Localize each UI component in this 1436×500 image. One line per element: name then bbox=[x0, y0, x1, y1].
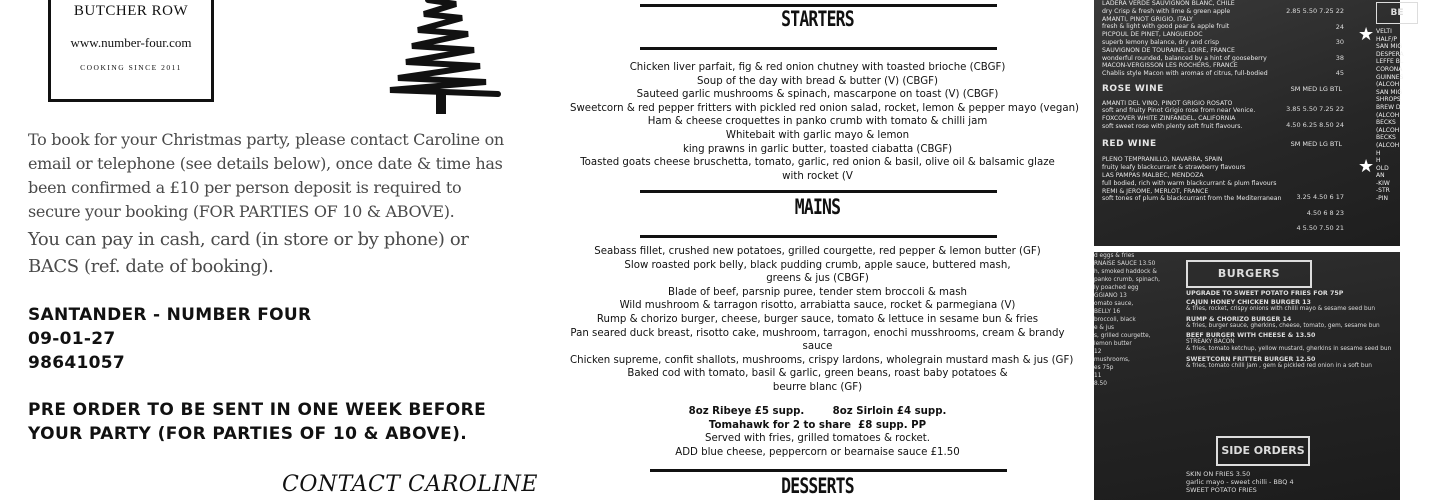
cropped-line: mushrooms, bbox=[1094, 357, 1130, 363]
starter-item: Sweetcorn & red pepper fritters with pickled red onion salad, rocket, lemon & pepper mayo (vegan) bbox=[570, 102, 1079, 114]
main-item: beurre blanc (GF) bbox=[772, 381, 863, 393]
wine-line: wonderful rounded, balanced by a hint of gooseberry bbox=[1102, 54, 1267, 62]
main-item: Rump & chorizo burger, cheese, burger sauce, tomato & lettuce in sesame bun & fries bbox=[596, 313, 1039, 325]
star-icon: ★ bbox=[1358, 24, 1375, 45]
burger-description: & fries, rocket, crispy onions with chilli mayo & sesame seed bun bbox=[1186, 306, 1375, 313]
wine-line: SAUVIGNON DE TOURAINE, LOIRE, FRANCE bbox=[1102, 46, 1235, 54]
side-orders-list bbox=[1186, 470, 1396, 494]
beer-line: CORONA bbox=[1376, 65, 1403, 73]
side-item: SWEET POTATO FRIES bbox=[1186, 486, 1257, 494]
main-item: Wild mushroom & tarragon risotto, arrabiatta sauce, rocket & parmegiana (V) bbox=[619, 300, 1016, 312]
rose-col-headers: SM MED LG BTL bbox=[1290, 84, 1342, 93]
steak-options bbox=[570, 405, 1065, 459]
red-line: REMI & JEROME, MERLOT, FRANCE bbox=[1102, 187, 1209, 195]
rule-desserts bbox=[650, 469, 1007, 472]
starter-item: Toasted goats cheese bruschetta, tomato, garlic, red onion & basil, olive oil & balsamic glaze bbox=[580, 157, 1055, 169]
starter-item: Chicken liver parfait, fig & red onion chutney with toasted brioche (CBGF) bbox=[629, 62, 1006, 73]
contact-heading: CONTACT CAROLINE bbox=[282, 472, 538, 497]
wine-line: AMANTI, PINOT GRIGIO, ITALY bbox=[1102, 15, 1193, 23]
wine-price: 24 bbox=[1335, 22, 1344, 31]
rose-price: 4.50 6.25 8.50 24 bbox=[1286, 120, 1344, 129]
cropped-line: h, smoked haddock & bbox=[1094, 269, 1157, 275]
cropped-line: BELLY 16 bbox=[1094, 309, 1121, 315]
rose-line: soft sweet rose with plenty soft fruit flavours. bbox=[1102, 122, 1243, 130]
starters-heading: STARTERS bbox=[781, 7, 854, 31]
bank-sort-code: 09-01-27 bbox=[28, 329, 116, 349]
served-with-line: Served with fries, grilled tomatoes & rocket. bbox=[704, 433, 930, 445]
red-price: 4.50 6 8 23 bbox=[1306, 208, 1344, 217]
beer-line: -KIW bbox=[1376, 179, 1390, 187]
red-price: 3.25 4.50 6 17 bbox=[1296, 193, 1344, 201]
burger-description: & fries, tomato ketchup, yellow mustard, gherkins in sesame seed bun bbox=[1186, 346, 1392, 353]
beer-line: VELTI bbox=[1376, 28, 1392, 35]
red-wine-prices bbox=[1274, 190, 1344, 237]
beer-line: -STR bbox=[1376, 187, 1390, 195]
burger-items bbox=[1186, 299, 1406, 370]
red-price: 4 5.50 7.50 21 bbox=[1296, 224, 1344, 233]
beer-line: HALF/P bbox=[1376, 35, 1398, 43]
starters-list bbox=[570, 61, 1079, 183]
cropped-line: e & jus bbox=[1094, 325, 1115, 331]
main-item: sauce bbox=[802, 341, 833, 353]
beer-line: (ALCOH bbox=[1376, 126, 1400, 134]
wine-price: 2.85 5.50 7.25 22 bbox=[1286, 7, 1344, 15]
beer-line: BECKS bbox=[1376, 119, 1396, 127]
cropped-line: lemon butter bbox=[1094, 341, 1132, 347]
rose-wine-prices bbox=[1274, 102, 1344, 133]
wine-line: Chablis style Macon with aromas of citrus, full-bodied bbox=[1102, 70, 1268, 78]
rule-starters bbox=[640, 47, 997, 50]
red-line: LAS PAMPAS MALBEC, MENDOZA bbox=[1102, 171, 1204, 179]
beer-line: H bbox=[1376, 149, 1381, 157]
burger-name: CAJUN HONEY CHICKEN BURGER 13 bbox=[1186, 299, 1311, 307]
rule-mains bbox=[640, 235, 997, 238]
burger-name: RUMP & CHORIZO BURGER 14 bbox=[1186, 315, 1292, 323]
cropped-line: d eggs & fries bbox=[1094, 253, 1135, 259]
main-item: Seabass fillet, crushed new potatoes, grilled courgette, red pepper & lemon butter (GF) bbox=[594, 246, 1041, 257]
burger-description: STREAKY BACON bbox=[1186, 339, 1235, 346]
starter-item: Sauteed garlic mushrooms & spinach, mascarpone on toast (V) (CBGF) bbox=[636, 89, 999, 101]
rose-wine-heading: ROSE WINE bbox=[1102, 83, 1164, 94]
cropped-line: 12 bbox=[1094, 349, 1102, 355]
starter-item: king prawns in garlic butter, toasted ciabatta (CBGF) bbox=[682, 143, 953, 155]
mains-heading: MAINS bbox=[794, 195, 841, 219]
wine-menu-photo bbox=[1094, 0, 1404, 246]
red-line: full bodied, rich with warm blackcurrant & plum flavours bbox=[1102, 179, 1277, 187]
main-item: greens & jus (CBGF) bbox=[766, 273, 869, 285]
preorder-notice: PRE ORDER TO BE SENT IN ONE WEEK BEFORE YOUR PARTY (FOR PARTIES OF 10 & ABOVE). bbox=[28, 400, 487, 444]
beer-line: SAN MIG bbox=[1376, 88, 1403, 96]
cropped-line: es 75p bbox=[1094, 365, 1114, 371]
wine-line: dry Crisp & fresh with lime & green apple bbox=[1102, 7, 1231, 15]
white-wine-prices bbox=[1284, 4, 1344, 82]
christmas-tree-icon bbox=[372, 0, 512, 116]
rose-line: AMANTI DEL VINO, PINOT GRIGIO ROSATO bbox=[1102, 99, 1233, 107]
wine-price: 38 bbox=[1335, 53, 1344, 62]
red-line: PLENO TEMPRANILLO, NAVARRA, SPAIN bbox=[1102, 156, 1223, 164]
red-col-headers: SM MED LG BTL bbox=[1290, 139, 1342, 148]
main-item: Pan seared duck breast, risotto cake, mushroom, tarragon, enochi musshrooms, cream & brandy bbox=[570, 327, 1065, 339]
cropped-line: GGIANO 13 bbox=[1094, 293, 1127, 299]
tomahawk-line: Tomahawk for 2 to share £8 supp. PP bbox=[708, 419, 927, 431]
upgrade-notice: UPGRADE TO SWEET POTATO FRIES FOR 75P bbox=[1186, 290, 1344, 297]
starter-item: Ham & cheese croquettes in panko crumb with tomato & chilli jam bbox=[647, 116, 988, 128]
rule-mains-top bbox=[640, 190, 997, 193]
cropped-line: broccoli, black bbox=[1094, 317, 1136, 323]
payment-instructions: You can pay in cash, card (in store or by phone) or BACS (ref. date of booking). bbox=[28, 229, 469, 277]
beer-line: H bbox=[1376, 157, 1381, 165]
beer-line: AN bbox=[1376, 172, 1385, 180]
wine-price: 45 bbox=[1335, 69, 1344, 78]
bank-account: 98641057 bbox=[28, 353, 126, 373]
burger-menu-photo bbox=[1094, 252, 1400, 500]
beer-line: SHROPS bbox=[1376, 96, 1401, 104]
cropped-line: ly poached egg bbox=[1094, 285, 1139, 291]
main-item: Baked cod with tomato, basil & garlic, green beans, roast baby potatoes & bbox=[627, 368, 1008, 380]
rose-line: FOXCOVER WHITE ZINFANDEL, CALIFORNIA bbox=[1102, 115, 1236, 123]
burger-description: & fries, burger sauce, gherkins, cheese, tomato, gem, sesame bun bbox=[1186, 322, 1380, 329]
restaurant-logo bbox=[48, 0, 214, 102]
wine-line: superb lemony balance, dry and crisp bbox=[1102, 38, 1220, 46]
bank-name: SANTANDER - NUMBER FOUR bbox=[28, 305, 312, 325]
side-item: garlic mayo - sweet chilli - BBQ 4 bbox=[1186, 478, 1294, 486]
main-item: Slow roasted pork belly, black pudding crumb, apple sauce, buttered mash, bbox=[624, 259, 1011, 271]
star-icon: ★ bbox=[1358, 156, 1375, 177]
red-line: soft tones of plum & blackcurrant from the Mediterranean bbox=[1102, 195, 1282, 203]
starter-item: Whitebait with garlic mayo & lemon bbox=[725, 129, 910, 141]
wine-line: fresh & light with good pear & apple fruit bbox=[1102, 23, 1230, 31]
beer-line: BREW D bbox=[1376, 103, 1401, 111]
cropped-line: panko crumb, spinach, bbox=[1094, 277, 1160, 283]
wine-line: LADERA VERDE SAUVIGNON BLANC, CHILE bbox=[1102, 0, 1235, 7]
beer-line: (ALCOH bbox=[1376, 141, 1400, 149]
mains-list bbox=[570, 245, 1074, 395]
side-orders-heading: SIDE ORDERS bbox=[1216, 436, 1310, 466]
steak-supplements: 8oz Ribeye £5 supp. 8oz Sirloin £4 supp. bbox=[688, 406, 947, 417]
add-sauce-line: ADD blue cheese, peppercorn or bearnaise sauce £1.50 bbox=[675, 446, 960, 458]
booking-instructions: To book for your Christmas party, please contact Caroline on email or telephone (see details below), once date & time has been confirmed a £10 per person deposit is required to secure your booking (FOR PARTIES OF 10 & ABOVE). bbox=[28, 130, 504, 221]
bank-details bbox=[28, 303, 311, 375]
beer-line: (ALCOH bbox=[1376, 81, 1400, 89]
desserts-heading: DESSERTS bbox=[781, 474, 854, 498]
starter-item: with rocket (V bbox=[782, 170, 853, 182]
burger-name: BEEF BURGER WITH CHEESE & 13.50 bbox=[1186, 332, 1316, 340]
burger-name: SWEETCORN FRITTER BURGER 12.50 bbox=[1186, 355, 1316, 363]
beer-line: BECKS bbox=[1376, 134, 1396, 142]
beer-line: DESPERA bbox=[1376, 50, 1404, 58]
logo-title: BUTCHER ROW bbox=[73, 3, 189, 19]
beer-line: -PIN bbox=[1376, 195, 1389, 203]
side-item: SKIN ON FRIES 3.50 bbox=[1186, 470, 1251, 478]
beer-list bbox=[1376, 28, 1436, 203]
cropped-line: s, grilled courgette, bbox=[1094, 333, 1151, 339]
cropped-mains-list bbox=[1094, 252, 1184, 388]
rose-line: soft and fruity Pinot Grigio rose from near Venice. bbox=[1102, 107, 1256, 115]
wine-price: 30 bbox=[1335, 38, 1344, 47]
red-wine-heading: RED WINE bbox=[1102, 138, 1157, 149]
rose-price: 3.85 5.50 7.25 22 bbox=[1286, 105, 1344, 113]
burgers-heading: BURGERS bbox=[1186, 260, 1312, 288]
cropped-line: omato sauce, bbox=[1094, 301, 1134, 307]
beer-line: GUINNES bbox=[1376, 73, 1404, 81]
beer-line: LEFFE BL bbox=[1376, 58, 1404, 66]
burger-list bbox=[1186, 288, 1406, 370]
logo-url: www.number-four.com bbox=[70, 35, 192, 50]
main-item: Chicken supreme, confit shallots, mushrooms, crispy lardons, wholegrain mustard mash & jus (GF) bbox=[570, 354, 1074, 366]
red-line: fruity leafy blackcurrant & strawberry flavours bbox=[1102, 164, 1246, 172]
cropped-line: 8.50 bbox=[1094, 381, 1107, 387]
cropped-line: RNAISE SAUCE 13.50 bbox=[1094, 261, 1156, 267]
burger-description: & fries, tomato chilli jam , gem & pickled red onion in a soft bun bbox=[1186, 362, 1372, 369]
main-item: Blade of beef, parsnip puree, tender stem broccoli & mash bbox=[668, 286, 967, 298]
logo-since: COOKING SINCE 2011 bbox=[80, 63, 182, 72]
beer-line: (ALCOH bbox=[1376, 111, 1400, 119]
beer-line: SAN MIG bbox=[1376, 43, 1403, 51]
beer-badge: BE bbox=[1376, 2, 1418, 24]
cropped-line: 11 bbox=[1094, 373, 1102, 379]
beer-line: OLD bbox=[1376, 164, 1389, 172]
wine-line: PICPOUL DE PINET, LANGUEDOC bbox=[1102, 31, 1203, 39]
starter-item: Soup of the day with bread & butter (V) (CBGF) bbox=[697, 75, 938, 87]
wine-line: MACON-VERGISSON LES ROCHERS, FRANCE bbox=[1102, 62, 1238, 70]
